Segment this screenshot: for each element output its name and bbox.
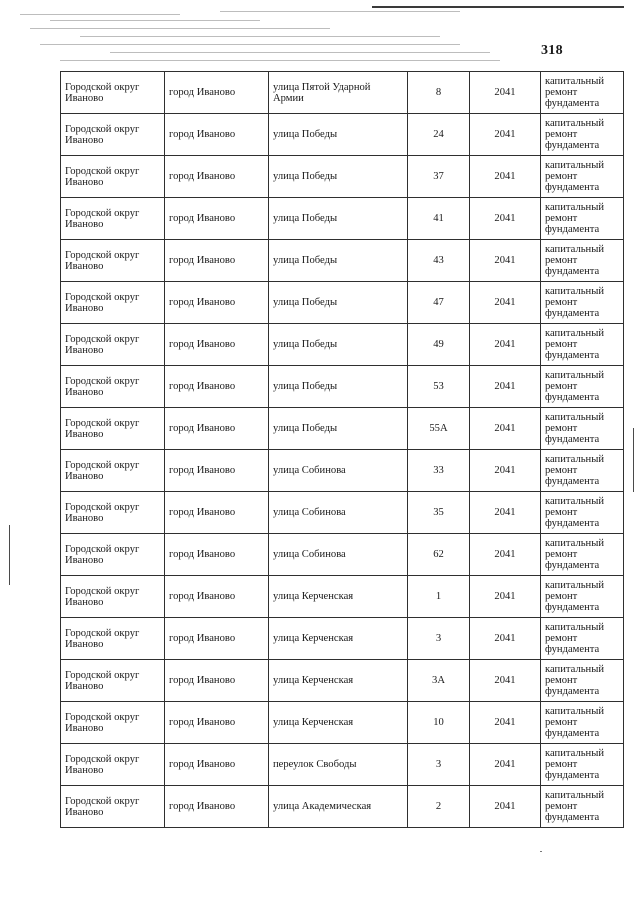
cell-street: улица Победы (269, 366, 408, 408)
cell-year: 2041 (470, 492, 541, 534)
cell-city: город Иваново (165, 450, 269, 492)
cell-municipality: Городской округ Иваново (61, 408, 165, 450)
cell-city: город Иваново (165, 408, 269, 450)
cell-work-type: капитальный ремонт фундамента (541, 492, 624, 534)
cell-year: 2041 (470, 282, 541, 324)
cell-work-type: капитальный ремонт фундамента (541, 114, 624, 156)
cell-municipality: Городской округ Иваново (61, 534, 165, 576)
cell-street: улица Керченская (269, 618, 408, 660)
cell-work-type: капитальный ремонт фундамента (541, 702, 624, 744)
cell-year: 2041 (470, 576, 541, 618)
cell-work-type: капитальный ремонт фундамента (541, 786, 624, 828)
cell-work-type: капитальный ремонт фундамента (541, 198, 624, 240)
cell-street: улица Победы (269, 408, 408, 450)
table-row (61, 156, 624, 198)
page-number: 318 (541, 43, 563, 58)
cell-house-number: 37 (408, 156, 470, 198)
cell-house-number: 62 (408, 534, 470, 576)
cell-year: 2041 (470, 408, 541, 450)
cell-year: 2041 (470, 240, 541, 282)
cell-street: улица Керченская (269, 660, 408, 702)
cell-year: 2041 (470, 744, 541, 786)
cell-street: улица Победы (269, 114, 408, 156)
cell-house-number: 33 (408, 450, 470, 492)
cell-work-type: капитальный ремонт фундамента (541, 324, 624, 366)
table-row (61, 450, 624, 492)
header-rule (372, 6, 624, 8)
cell-street: улица Собинова (269, 492, 408, 534)
cell-municipality: Городской округ Иваново (61, 282, 165, 324)
cell-street: улица Керченская (269, 576, 408, 618)
table-row (61, 534, 624, 576)
cell-street: улица Керченская (269, 702, 408, 744)
cell-municipality: Городской округ Иваново (61, 492, 165, 534)
cell-city: город Иваново (165, 618, 269, 660)
cell-year: 2041 (470, 702, 541, 744)
table-row (61, 408, 624, 450)
table-row (61, 72, 624, 114)
cell-year: 2041 (470, 660, 541, 702)
cell-street: улица Академическая (269, 786, 408, 828)
cell-municipality: Городской округ Иваново (61, 114, 165, 156)
cell-street: улица Победы (269, 240, 408, 282)
cell-city: город Иваново (165, 576, 269, 618)
cell-municipality: Городской округ Иваново (61, 72, 165, 114)
margin-mark-left (9, 525, 10, 585)
cell-house-number: 43 (408, 240, 470, 282)
cell-work-type: капитальный ремонт фундамента (541, 534, 624, 576)
cell-municipality: Городской округ Иваново (61, 660, 165, 702)
cell-city: город Иваново (165, 366, 269, 408)
cell-street: улица Победы (269, 156, 408, 198)
table-row (61, 240, 624, 282)
cell-house-number: 1 (408, 576, 470, 618)
cell-house-number: 49 (408, 324, 470, 366)
cell-municipality: Городской округ Иваново (61, 366, 165, 408)
table-row (61, 198, 624, 240)
table-row (61, 492, 624, 534)
cell-city: город Иваново (165, 324, 269, 366)
housing-registry-table (60, 71, 624, 828)
cell-municipality: Городской округ Иваново (61, 618, 165, 660)
margin-mark-right (633, 428, 634, 492)
cell-municipality: Городской округ Иваново (61, 156, 165, 198)
cell-street: переулок Свободы (269, 744, 408, 786)
cell-work-type: капитальный ремонт фундамента (541, 618, 624, 660)
cell-street: улица Победы (269, 282, 408, 324)
cell-street: улица Собинова (269, 450, 408, 492)
cell-work-type: капитальный ремонт фундамента (541, 408, 624, 450)
cell-work-type: капитальный ремонт фундамента (541, 450, 624, 492)
cell-city: город Иваново (165, 72, 269, 114)
table-row (61, 618, 624, 660)
cell-year: 2041 (470, 114, 541, 156)
cell-house-number: 3А (408, 660, 470, 702)
cell-house-number: 24 (408, 114, 470, 156)
cell-street: улица Собинова (269, 534, 408, 576)
cell-year: 2041 (470, 366, 541, 408)
cell-house-number: 2 (408, 786, 470, 828)
cell-work-type: капитальный ремонт фундамента (541, 576, 624, 618)
cell-city: город Иваново (165, 660, 269, 702)
cell-work-type: капитальный ремонт фундамента (541, 366, 624, 408)
cell-work-type: капитальный ремонт фундамента (541, 744, 624, 786)
cell-year: 2041 (470, 324, 541, 366)
table-row (61, 324, 624, 366)
cell-work-type: капитальный ремонт фундамента (541, 240, 624, 282)
cell-city: город Иваново (165, 240, 269, 282)
cell-year: 2041 (470, 534, 541, 576)
cell-house-number: 35 (408, 492, 470, 534)
cell-city: город Иваново (165, 114, 269, 156)
cell-city: город Иваново (165, 198, 269, 240)
cell-year: 2041 (470, 618, 541, 660)
cell-work-type: капитальный ремонт фундамента (541, 72, 624, 114)
cell-street: улица Победы (269, 198, 408, 240)
cell-city: город Иваново (165, 492, 269, 534)
cell-city: город Иваново (165, 702, 269, 744)
cell-work-type: капитальный ремонт фундамента (541, 282, 624, 324)
table-row (61, 744, 624, 786)
cell-city: город Иваново (165, 744, 269, 786)
cell-year: 2041 (470, 786, 541, 828)
table-row (61, 702, 624, 744)
cell-city: город Иваново (165, 786, 269, 828)
scan-noise (20, 8, 520, 70)
table-row (61, 282, 624, 324)
scan-dot (540, 851, 542, 852)
cell-municipality: Городской округ Иваново (61, 240, 165, 282)
cell-year: 2041 (470, 156, 541, 198)
cell-city: город Иваново (165, 282, 269, 324)
cell-municipality: Городской округ Иваново (61, 450, 165, 492)
table-row (61, 366, 624, 408)
table-row (61, 660, 624, 702)
cell-house-number: 55А (408, 408, 470, 450)
table-row (61, 576, 624, 618)
cell-house-number: 3 (408, 744, 470, 786)
cell-year: 2041 (470, 450, 541, 492)
cell-year: 2041 (470, 198, 541, 240)
cell-municipality: Городской округ Иваново (61, 576, 165, 618)
cell-municipality: Городской округ Иваново (61, 324, 165, 366)
cell-house-number: 8 (408, 72, 470, 114)
table-row (61, 114, 624, 156)
cell-city: город Иваново (165, 156, 269, 198)
cell-house-number: 41 (408, 198, 470, 240)
cell-house-number: 3 (408, 618, 470, 660)
cell-house-number: 53 (408, 366, 470, 408)
cell-municipality: Городской округ Иваново (61, 786, 165, 828)
cell-work-type: капитальный ремонт фундамента (541, 660, 624, 702)
cell-municipality: Городской округ Иваново (61, 744, 165, 786)
cell-house-number: 10 (408, 702, 470, 744)
cell-year: 2041 (470, 72, 541, 114)
cell-street: улица Пятой Ударной Армии (269, 72, 408, 114)
table-row (61, 786, 624, 828)
cell-house-number: 47 (408, 282, 470, 324)
cell-municipality: Городской округ Иваново (61, 702, 165, 744)
cell-municipality: Городской округ Иваново (61, 198, 165, 240)
cell-city: город Иваново (165, 534, 269, 576)
cell-work-type: капитальный ремонт фундамента (541, 156, 624, 198)
cell-street: улица Победы (269, 324, 408, 366)
